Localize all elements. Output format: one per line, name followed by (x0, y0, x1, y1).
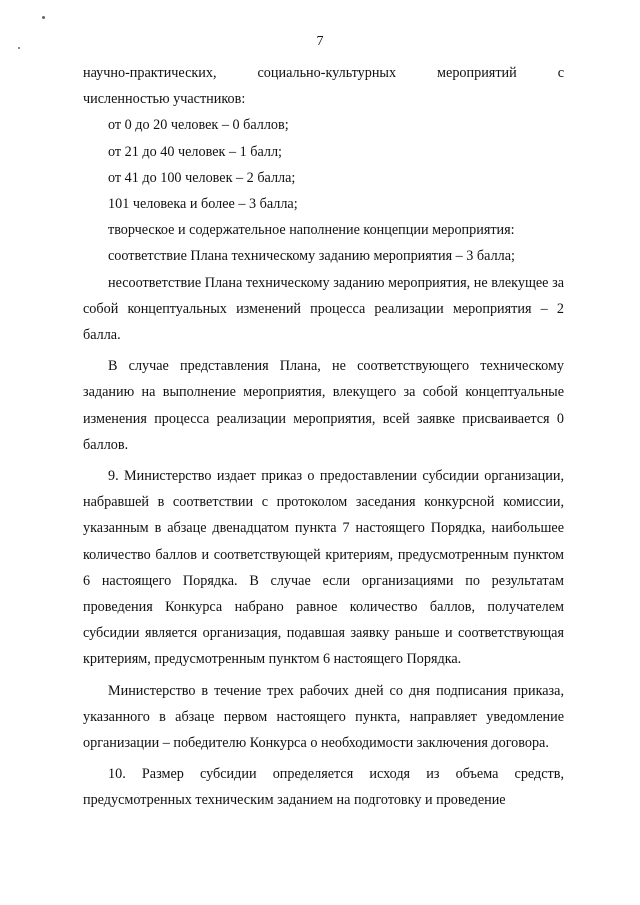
list-item-21-40: от 21 до 40 человек – 1 балл; (108, 143, 282, 160)
paragraph-clause-9: 9. Министерство издает приказ о предоставлении субсидии организации, набравшей в соответствии с протоколом заседания конкурсной комиссии, указанным в абзаце двенадцатом пункта 7 настоящего Порядка, наибольшее количество баллов и соответствующей критериям, предусмотренным пунктом 6 настоящего Порядка. В случае если организациями по результатам проведения Конкурса набрано равное количество баллов, получателем субсидии является организация, подавшая заявку раньше и соответствующая критериям, предусмотренным пунктом 6 настоящего Порядка. (83, 468, 564, 668)
paragraph-notification: Министерство в течение трех рабочих дней со дня подписания приказа, указанного в абзаце первом настоящего пункта, направляет уведомление организации – победителю Конкурса о необходимости заключения договора. (83, 682, 564, 752)
list-item-41-100: от 41 до 100 человек – 2 балла; (108, 169, 296, 186)
list-item-0-20: от 0 до 20 человек – 0 баллов; (108, 117, 289, 134)
paragraph-clause-10: 10. Размер субсидии определяется исходя из объема средств, предусмотренных техническим заданием на подготовку и проведение (83, 766, 564, 809)
paragraph-plan-compliance: соответствие Плана техническому заданию мероприятия – 3 балла; (108, 248, 515, 265)
list-item-101-plus: 101 человека и более – 3 балла; (108, 196, 298, 213)
page-number: 7 (316, 34, 324, 49)
paragraph-creative-content: творческое и содержательное наполнение концепции мероприятия: (108, 222, 515, 239)
scan-speck-top (42, 16, 45, 19)
paragraph-zero-points: В случае представления Плана, не соответствующего техническому заданию на выполнение мероприятия, влекущего за собой концептуальные изменения процесса реализации мероприятия, всей заявке присваивается 0 баллов. (83, 358, 564, 453)
paragraph-plan-noncompliance: несоответствие Плана техническому заданию мероприятия, не влекущее за собой концептуальных изменений процесса реализации мероприятия – 2 балла. (83, 274, 564, 344)
paragraph-participants: численностью участников: (83, 91, 246, 108)
paragraph-line-events: научно-практических, социально-культурных мероприятий с (83, 65, 564, 81)
document-body (83, 60, 564, 814)
